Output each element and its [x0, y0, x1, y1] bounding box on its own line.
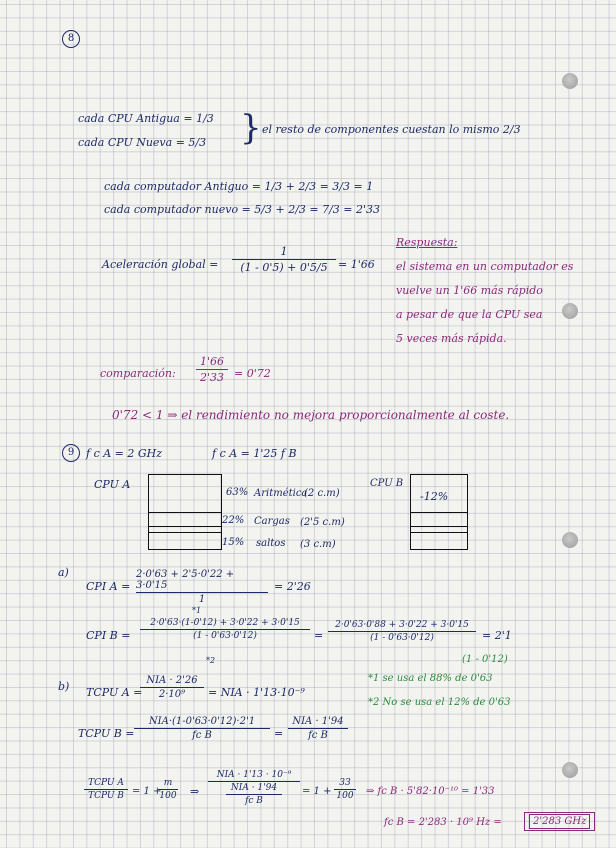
cpi-a-fraction	[136, 569, 268, 605]
ratio-m-numerator: m	[163, 778, 173, 788]
fraction-bar	[328, 631, 476, 632]
cpi-a-result: = 2'26	[274, 580, 311, 593]
respuesta-line-2: vuelve un 1'66 más rápido	[396, 284, 543, 297]
fraction-bar	[226, 794, 281, 795]
cpi-b-fraction	[140, 618, 310, 641]
fcb-equation: ⇒ fc B · 5'82·10⁻¹⁰ = 1'33	[366, 786, 495, 797]
ratio-lhs-fraction	[84, 778, 128, 801]
ratio-lhs-denominator: TCPU B	[88, 791, 124, 801]
final-answer-box	[524, 812, 595, 831]
implies-arrow: ⇒	[190, 785, 200, 798]
cpi-a-denominator: 1	[198, 594, 206, 605]
cpi-b-numerator: 2·0'63·(1-0'12) + 3·0'22 + 3·0'15	[150, 618, 300, 628]
fraction-bar	[208, 781, 300, 782]
curly-brace: }	[240, 108, 262, 148]
cpu-antigua-line: cada CPU Antigua = 1/3	[78, 112, 214, 125]
cpi-b-mid-numerator: 2·0'63·0'88 + 3·0'22 + 3·0'15	[335, 620, 469, 630]
ratio-lhs-numerator: TCPU A	[88, 778, 124, 788]
aceleracion-label: Aceleración global =	[102, 258, 219, 271]
ratio-m-denominator: 100	[159, 791, 177, 801]
cpi-b-result: = 2'1	[482, 629, 512, 642]
tcpu-a-fraction	[140, 675, 204, 700]
problem-number-8: 8	[62, 30, 80, 48]
ratio-eq-1: = 1 +	[132, 786, 162, 797]
ratio-big-denominator: fc B	[245, 796, 263, 806]
cpu-a-divider	[148, 532, 222, 533]
fraction-bar	[84, 789, 128, 790]
row-cm: (2'5 c.m)	[300, 517, 345, 528]
fraction-bar	[196, 369, 228, 370]
binder-hole	[562, 762, 578, 778]
binder-hole	[562, 532, 578, 548]
cpi-a-lhs: CPI A =	[86, 580, 131, 593]
cpi-b-mid-denominator: (1 - 0'63·0'12)	[370, 633, 434, 643]
equals-sign: =	[314, 629, 324, 642]
cpu-b-title: CPU B	[370, 478, 404, 489]
aceleracion-denominator: (1 - 0'5) + 0'5/5	[240, 261, 328, 274]
row-pct: 15%	[222, 537, 245, 548]
cpu-b-divider	[410, 526, 468, 527]
conclusion: 0'72 < 1 ⇒ el rendimiento no mejora proporcionalmente al coste.	[112, 408, 510, 422]
tcpu-a-lhs: TCPU A =	[86, 686, 143, 699]
fraction-bar	[232, 259, 336, 260]
star-1: *1	[192, 606, 202, 615]
cpu-a-divider	[148, 526, 222, 527]
problem-number-9: 9	[62, 444, 80, 462]
tcpu-b-fraction	[134, 716, 270, 741]
fraction-bar	[158, 789, 178, 790]
row-pct: 63%	[226, 487, 249, 498]
fraction-bar	[140, 629, 310, 630]
freq-a: f c A = 2 GHz	[86, 447, 163, 460]
row-name: Aritmética	[254, 488, 308, 499]
cpu-nueva-line: cada CPU Nueva = 5/3	[78, 136, 207, 149]
comparacion-fraction	[196, 355, 228, 384]
ratio-big-fraction	[208, 770, 300, 806]
tcpu-b-lhs: TCPU B =	[78, 727, 135, 740]
aceleracion-fraction	[232, 245, 336, 274]
row-cm: (2 c.m)	[304, 488, 340, 499]
row-name: Cargas	[254, 516, 290, 527]
tcpu-b-mid-numerator: NIA · 1'94	[292, 716, 344, 727]
tcpu-b-numerator: NIA·(1-0'63·0'12)·2'1	[148, 716, 256, 727]
cpu-a-divider	[148, 512, 222, 513]
fraction-bar	[288, 728, 348, 729]
row-cm: (3 c.m)	[300, 539, 336, 550]
comparacion-result: = 0'72	[234, 367, 271, 380]
computador-nuevo-line: cada computador nuevo = 5/3 + 2/3 = 7/3 = 2'33	[104, 203, 381, 216]
comparacion-numerator: 1'66	[199, 355, 225, 368]
brace-note: el resto de componentes cuestan lo mismo 2/3	[262, 123, 521, 136]
respuesta-title: Respuesta:	[396, 236, 458, 249]
cpu-a-title: CPU A	[94, 478, 131, 491]
tcpu-a-numerator: NIA · 2'26	[146, 675, 198, 686]
cpi-b-lhs: CPI B =	[86, 629, 131, 642]
fraction-bar	[134, 728, 270, 729]
green-note-1: *1 se usa el 88% de 0'63	[368, 673, 493, 684]
row-pct: 22%	[222, 515, 245, 526]
ratio-33-denominator: 100	[336, 791, 354, 801]
part-a-label: a)	[58, 566, 69, 579]
respuesta-line-1: el sistema en un computador es	[396, 260, 574, 273]
comparacion-denominator: 2'33	[199, 371, 225, 384]
part-b-label: b)	[58, 680, 70, 693]
final-answer	[524, 812, 595, 831]
tcpu-a-result: = NIA · 1'13·10⁻⁹	[208, 686, 305, 699]
comparacion-label: comparación:	[100, 367, 176, 380]
binder-hole	[562, 73, 578, 89]
tcpu-b-denominator: fc B	[192, 730, 212, 741]
cpi-b-mid-fraction	[328, 620, 476, 643]
binder-hole	[562, 303, 578, 319]
row-name: saltos	[256, 538, 286, 549]
fraction-bar	[334, 789, 356, 790]
ratio-33-numerator: 33	[339, 778, 351, 788]
green-note-2: *2 No se usa el 12% de 0'63	[368, 697, 511, 708]
final-lhs: fc B = 2'283 · 10⁹ Hz =	[384, 817, 502, 828]
cpu-b-divider	[410, 512, 468, 513]
tcpu-b-mid-fraction	[288, 716, 348, 741]
ratio-m-fraction	[158, 778, 178, 801]
tcpu-a-denominator: 2·10⁹	[158, 689, 186, 700]
ratio-big-numerator: NIA · 1'13 · 10⁻⁹	[216, 770, 292, 780]
star-2: *2	[206, 656, 216, 665]
freq-relation: f c A = 1'25 f B	[212, 447, 297, 460]
respuesta-line-4: 5 veces más rápida.	[396, 332, 507, 345]
ratio-33-fraction	[334, 778, 356, 801]
fraction-bar	[136, 592, 268, 593]
respuesta-line-3: a pesar de que la CPU sea	[396, 308, 543, 321]
cpu-b-divider	[410, 532, 468, 533]
cpi-b-denominator: (1 - 0'63·0'12)	[193, 631, 257, 641]
computador-antiguo-line: cada computador Antiguo = 1/3 + 2/3 = 3/3 = 1	[104, 180, 374, 193]
ratio-big-mid: NIA · 1'94	[230, 783, 278, 793]
tcpu-b-mid-denominator: fc B	[308, 730, 328, 741]
cpi-a-numerator: 2·0'63 + 2'5·0'22 + 3·0'15	[136, 569, 235, 591]
green-extra: (1 - 0'12)	[462, 654, 508, 665]
final-answer-value: 2'283 GHz	[529, 814, 590, 829]
cpu-b-pct: -12%	[420, 490, 449, 503]
aceleracion-numerator: 1	[280, 245, 288, 258]
equals-sign: =	[274, 727, 284, 740]
ratio-eq-2: = 1 +	[302, 786, 332, 797]
fraction-bar	[140, 687, 204, 688]
aceleracion-result: = 1'66	[338, 258, 375, 271]
